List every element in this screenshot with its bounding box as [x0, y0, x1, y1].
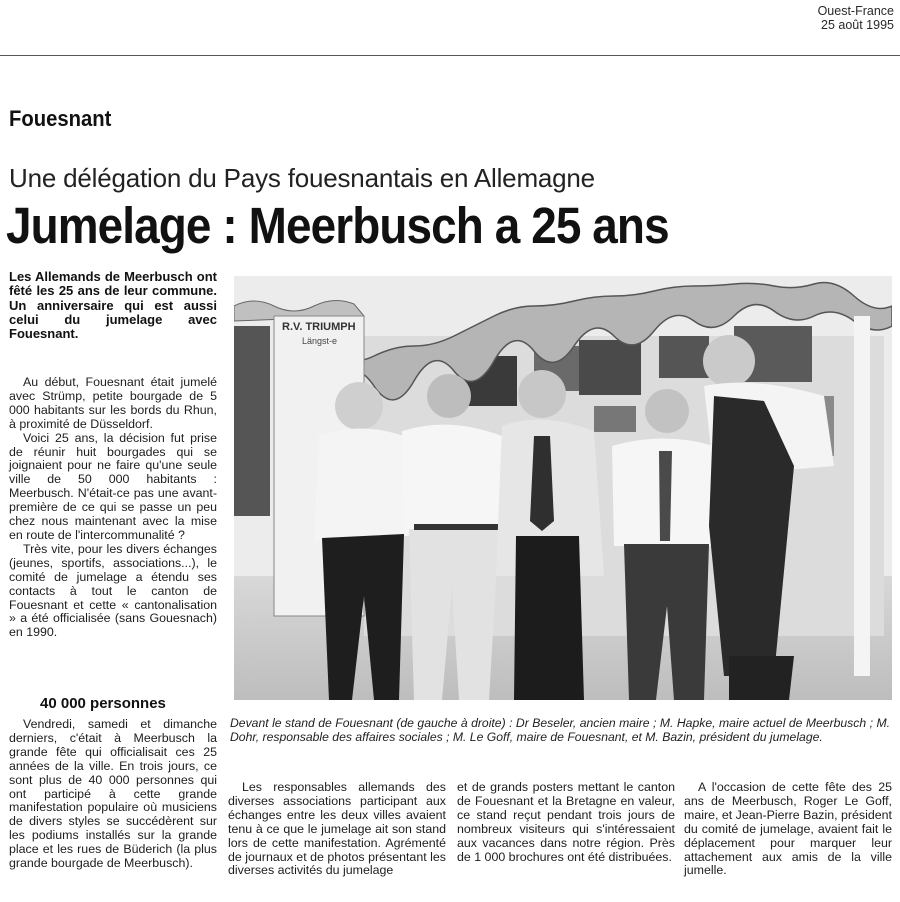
- intertitle: 40 000 personnes: [40, 695, 166, 712]
- sign-text: R.V. TRIUMPH: [282, 321, 356, 333]
- paragraph: Au début, Fouesnant était jumelé avec Strümp, petite bourgade de 5 000 habitants sur les bords du Rhun, à proximité de Düsseldorf.: [9, 375, 217, 431]
- body-column-1: [9, 376, 217, 640]
- paragraph: Vendredi, samedi et dimanche derniers, c'était à Meerbusch la grande fête qui officialisait ces 25 années de la ville. En trois jours, ce sont plus de 40 000 personnes qui ont participé à cette grande manifestation populaire où musiciens de divers styles se succédèrent sur les podiums installés sur la grande place et les rues de Büderich (la plus grande bourgade de Meerbusch).: [9, 717, 217, 871]
- photo-caption: Devant le stand de Fouesnant (de gauche à droite) : Dr Beseler, ancien maire ; M. Hapke, maire actuel de Meerbusch ; M. Dohr, responsable des affaires sociales ; M. Le Goff, maire de Fouesnant, et M. Bazin, président du jumelage.: [230, 716, 890, 744]
- body-column-3: et de grands posters mettant le canton de Fouesnant et la Bretagne en valeur, ce stand reçut pendant trois jours de nombreux visiteurs qui s'intéressaient aux vacances dans notre région. Près de 1 000 brochures ont été distribuées.: [457, 780, 675, 864]
- lead-paragraph: Les Allemands de Meerbusch ont fêté les 25 ans de leur commune. Un anniversaire qui est aussi celui du jumelage avec Fouesnant.: [9, 269, 217, 342]
- masthead: [818, 4, 894, 32]
- newspaper-name: Ouest-France: [817, 4, 894, 18]
- photo-illustration: [234, 276, 892, 700]
- paragraph: Très vite, pour les divers échanges (jeunes, sportifs, associations...), le comité de jumelage a étendu ses contacts à tout le canton de Fouesnant et cette « cantonalisation » a été officialisée (sans Gouesnach) en 1990.: [9, 541, 217, 640]
- svg-text:Längst-e: Längst-e: [302, 336, 338, 346]
- paragraph: Les responsables allemands des diverses associations participant aux échanges entre les deux villes avaient tenu à ce que le jumelage ait son stand lors de cette manifestation. Agrémenté de journaux et de photos présentant les diverses activités du jumelage: [228, 780, 446, 878]
- kicker: Une délégation du Pays fouesnantais en Allemagne: [9, 163, 595, 193]
- body-column-4: [684, 781, 892, 878]
- article-photo: [234, 276, 892, 700]
- paragraph: A l'occasion de cette fête des 25 ans de Meerbusch, Roger Le Goff, maire, et Jean-Pierre Bazin, président du comité de jumelage, avaient fait le déplacement pour marquer leur attachement aux amis de la ville jumelle.: [684, 780, 892, 878]
- section-title: Fouesnant: [9, 106, 112, 131]
- header-rule: [0, 55, 900, 56]
- paragraph: Voici 25 ans, la décision fut prise de réunir huit bourgades qui se joignaient pour ne faire qu'une seule ville de 50 000 habitants : Meerbusch. N'était-ce pas une avant-première de ce qui se passe un peu chez nous maintenant avec la mise en route de l'intercommunalité ?: [9, 430, 217, 542]
- publication-date: 25 août 1995: [821, 18, 894, 32]
- body-column-2: [228, 781, 446, 878]
- headline: Jumelage : Meerbusch a 25 ans: [6, 197, 669, 254]
- body-column-1b: [9, 718, 217, 871]
